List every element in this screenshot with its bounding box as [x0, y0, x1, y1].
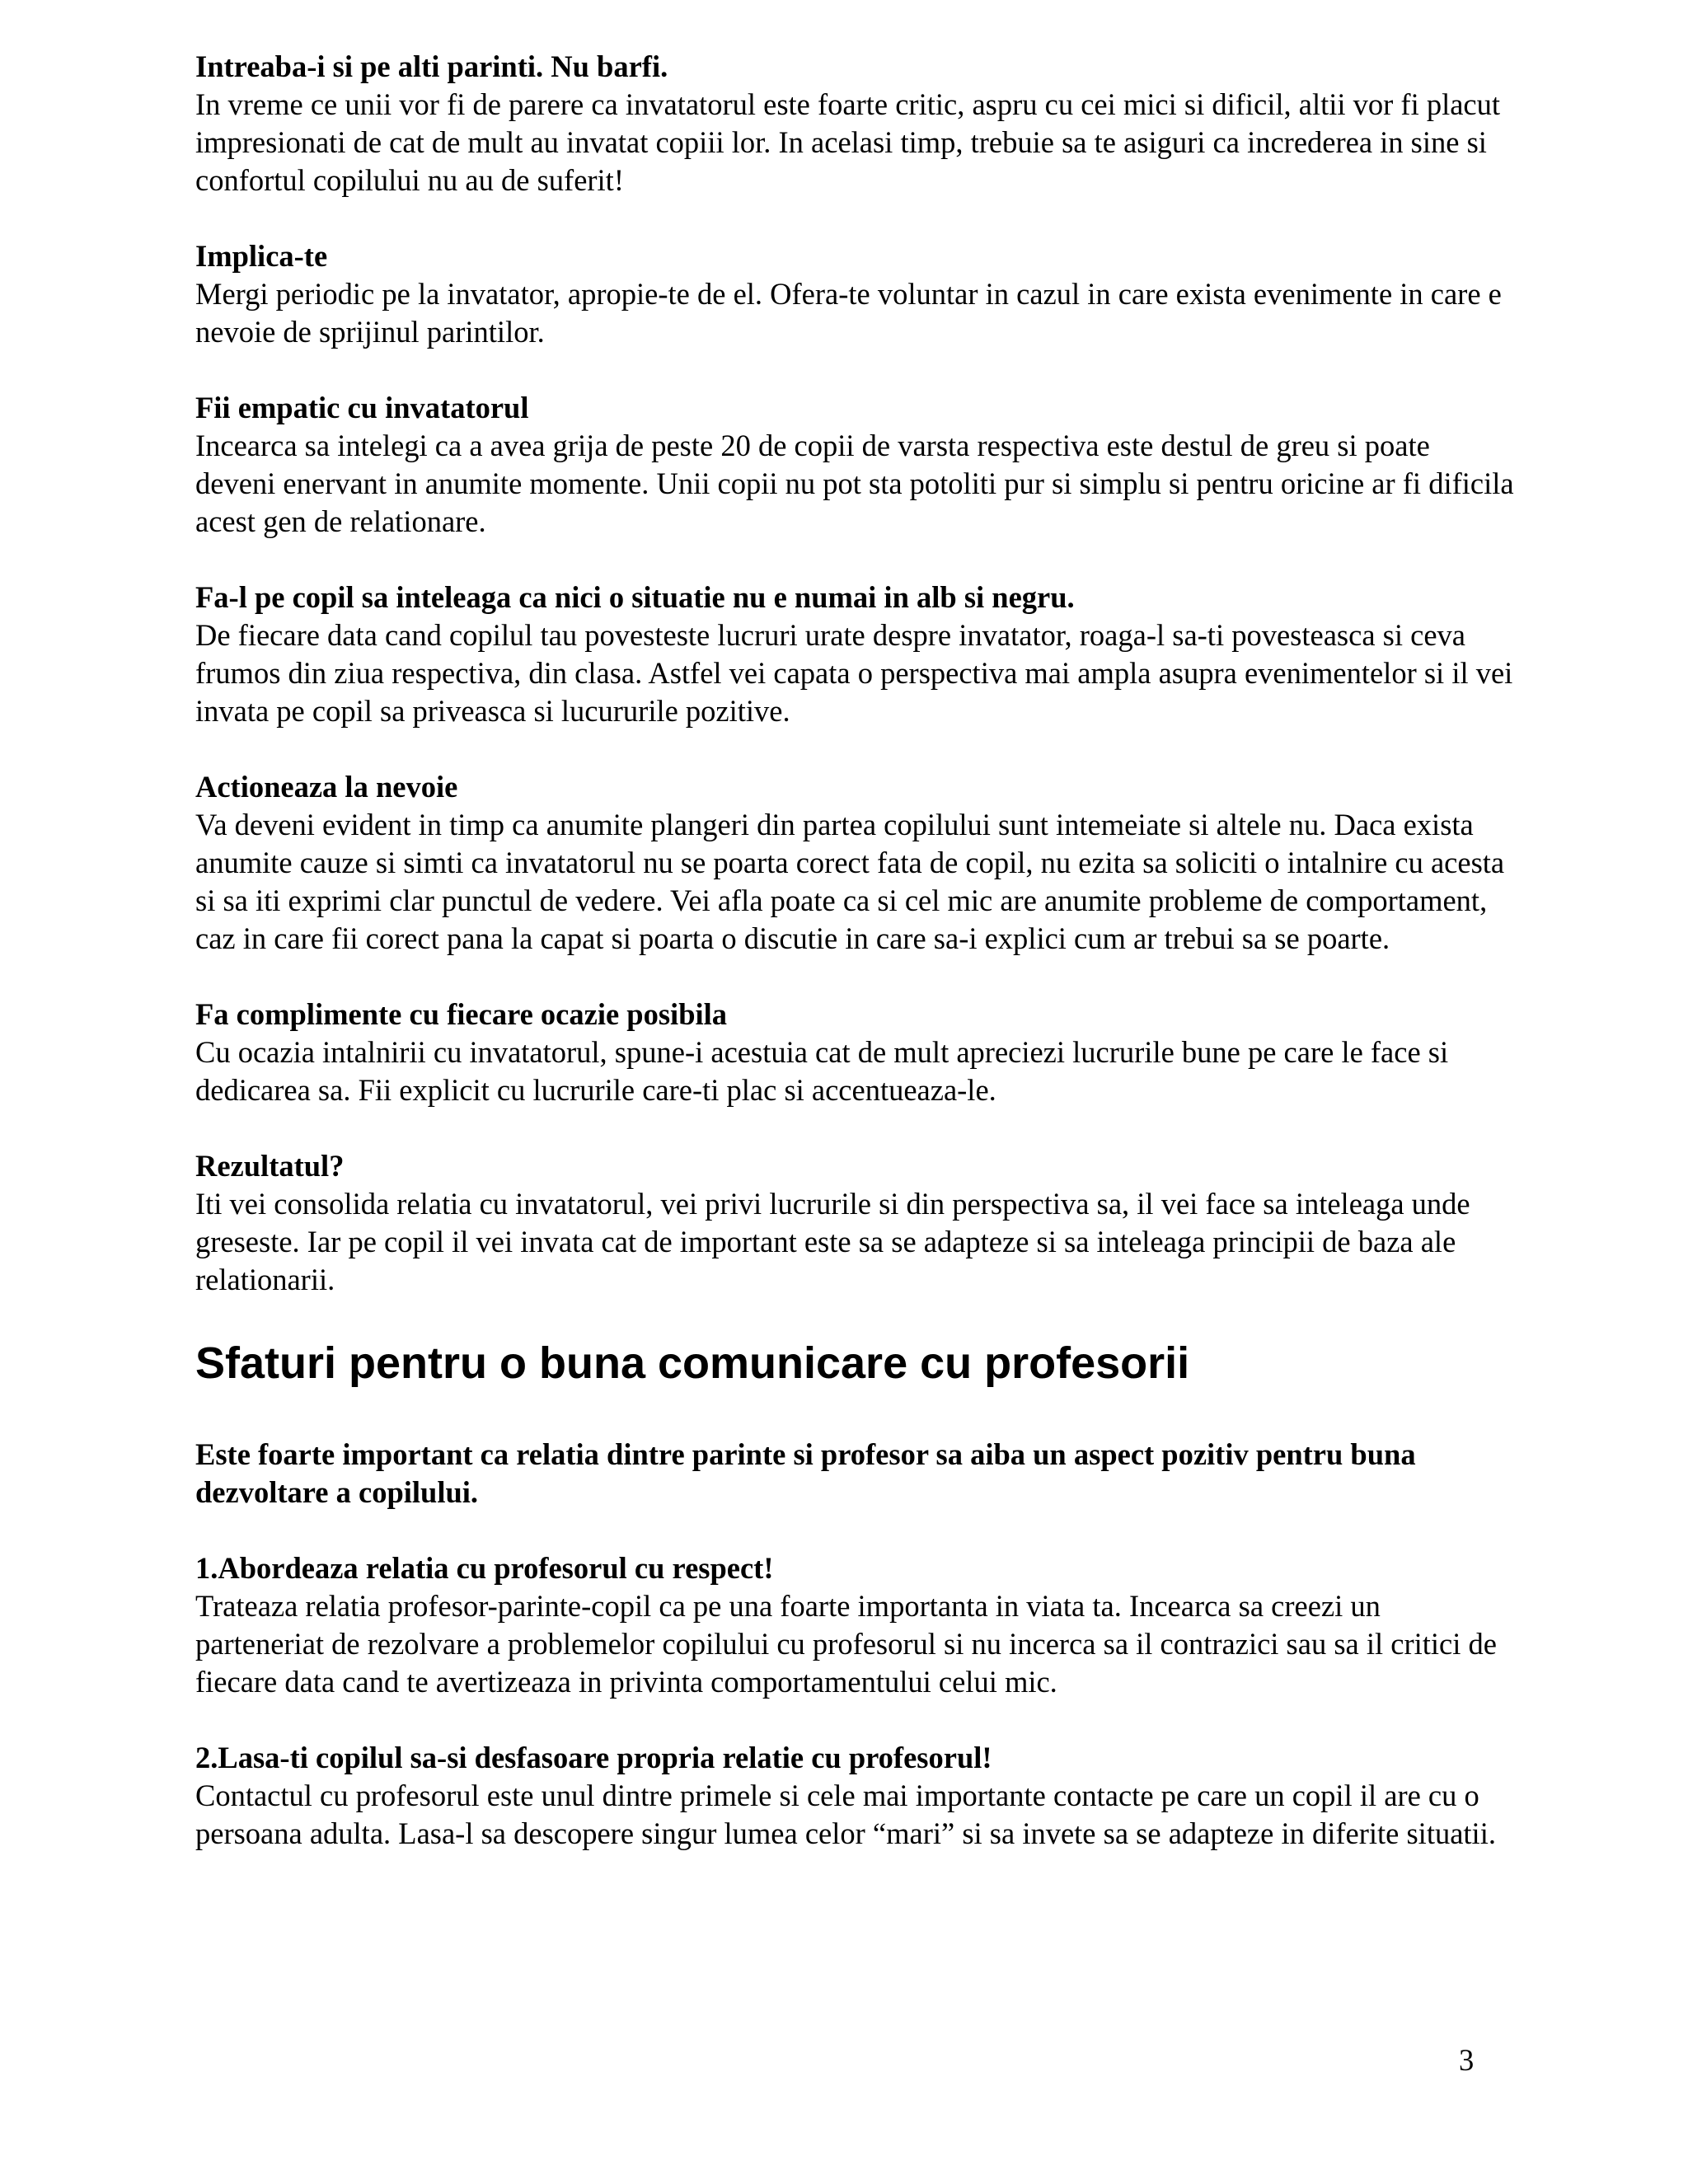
section-get-involved — [195, 237, 1514, 351]
tip-heading: 1.Abordeaza relatia cu profesorul cu respect! — [195, 1551, 774, 1585]
intro-paragraph: Este foarte important ca relatia dintre parinte si profesor sa aiba un aspect pozitiv pentru buna dezvoltare a copilului. — [195, 1437, 1416, 1509]
section-heading: Fa complimente cu fiecare ocazie posibila — [195, 997, 728, 1031]
page-number: 3 — [1459, 2043, 1475, 2077]
tip-heading: 2.Lasa-ti copilul sa-si desfasoare propria relatie cu profesorul! — [195, 1741, 992, 1774]
section-heading: Actioneaza la nevoie — [195, 770, 458, 804]
section-body: Va deveni evident in timp ca anumite plangeri din partea copilului sunt intemeiate si altele nu. Daca exista anumite cauze si simti ca invatatorul nu se poarta corect fata de copil, nu ezita sa soliciti o intalnire cu acesta si sa iti exprimi clar punctul de vedere. Vei afla poate ca si cel mic are anumite probleme de comportament, caz in care fii corect pana la capat si poarta o discutie in care sa-i explici cum ar trebui sa se poarte. — [195, 808, 1505, 955]
section-body: In vreme ce unii vor fi de parere ca invatatorul este foarte critic, aspru cu cei mici si dificil, altii vor fi placut impresionati de cat de mult au invatat copiii lor. In acelasi timp, trebuie sa te asiguri ca increderea in sine si confortul copilului nu au de suferit! — [195, 87, 1501, 197]
tip-body: Trateaza relatia profesor-parinte-copil ca pe una foarte importanta in viata ta. Incearca sa creezi un parteneriat de rezolvare a problemelor copilului cu profesorul si nu incerca sa il contrazici sau sa il critici de fiecare data cand te avertizeaza in privinta comportamentului celui mic. — [195, 1589, 1497, 1699]
section-be-empathic — [195, 389, 1514, 541]
section-body: Incearca sa intelegi ca a avea grija de peste 20 de copii de varsta respectiva este destul de greu si poate deveni enervant in anumite momente. Unii copii nu pot sta potoliti pur si simplu si pentru oricine ar fi dificila acest gen de relationare. — [195, 429, 1514, 538]
section-heading: Implica-te — [195, 239, 328, 273]
section-compliments — [195, 996, 1514, 1109]
section-heading: Rezultatul? — [195, 1149, 345, 1183]
section-ask-other-parents — [195, 48, 1514, 199]
section-not-black-and-white — [195, 579, 1514, 730]
section-body: Cu ocazia intalnirii cu invatatorul, spune-i acestuia cat de mult apreciezi lucrurile bune pe care le face si dedicarea sa. Fii explicit cu lucrurile care-ti plac si accentueaza-le. — [195, 1035, 1449, 1107]
section-heading: Fii empatic cu invatatorul — [195, 391, 529, 424]
tip-body: Contactul cu profesorul este unul dintre primele si cele mai importante contacte pe care un copil il are cu o persoana adulta. Lasa-l sa descopere singur lumea celor “mari” si sa invete sa se adapteze in diferite situatii. — [195, 1779, 1496, 1850]
page-content — [195, 48, 1514, 1891]
main-heading: Sfaturi pentru o buna comunicare cu profesorii — [195, 1338, 1190, 1388]
tip-own-relationship — [195, 1739, 1514, 1853]
section-body: De fiecare data cand copilul tau povesteste lucruri urate despre invatator, roaga-l sa-ti povesteasca si ceva frumos din ziua respectiva, din clasa. Astfel vei capata o perspectiva mai ampla asupra evenimentelor si il vei invata pe copil sa priveasca si lucururile pozitive. — [195, 618, 1513, 728]
section-heading: Fa-l pe copil sa inteleaga ca nici o situatie nu e numai in alb si negru. — [195, 580, 1075, 614]
section-result — [195, 1147, 1514, 1299]
tip-respect — [195, 1549, 1514, 1701]
section-body: Mergi periodic pe la invatator, apropie-te de el. Ofera-te voluntar in cazul in care exista evenimente in care e nevoie de sprijinul parintilor. — [195, 277, 1502, 349]
section-heading: Intreaba-i si pe alti parinti. Nu barfi. — [195, 49, 668, 83]
section-act-when-needed — [195, 768, 1514, 958]
section-body: Iti vei consolida relatia cu invatatorul, vei privi lucrurile si din perspectiva sa, il vei face sa inteleaga unde greseste. Iar pe copil il vei invata cat de important este sa se adapteze si sa inteleaga principii de baza ale relationarii. — [195, 1187, 1470, 1296]
